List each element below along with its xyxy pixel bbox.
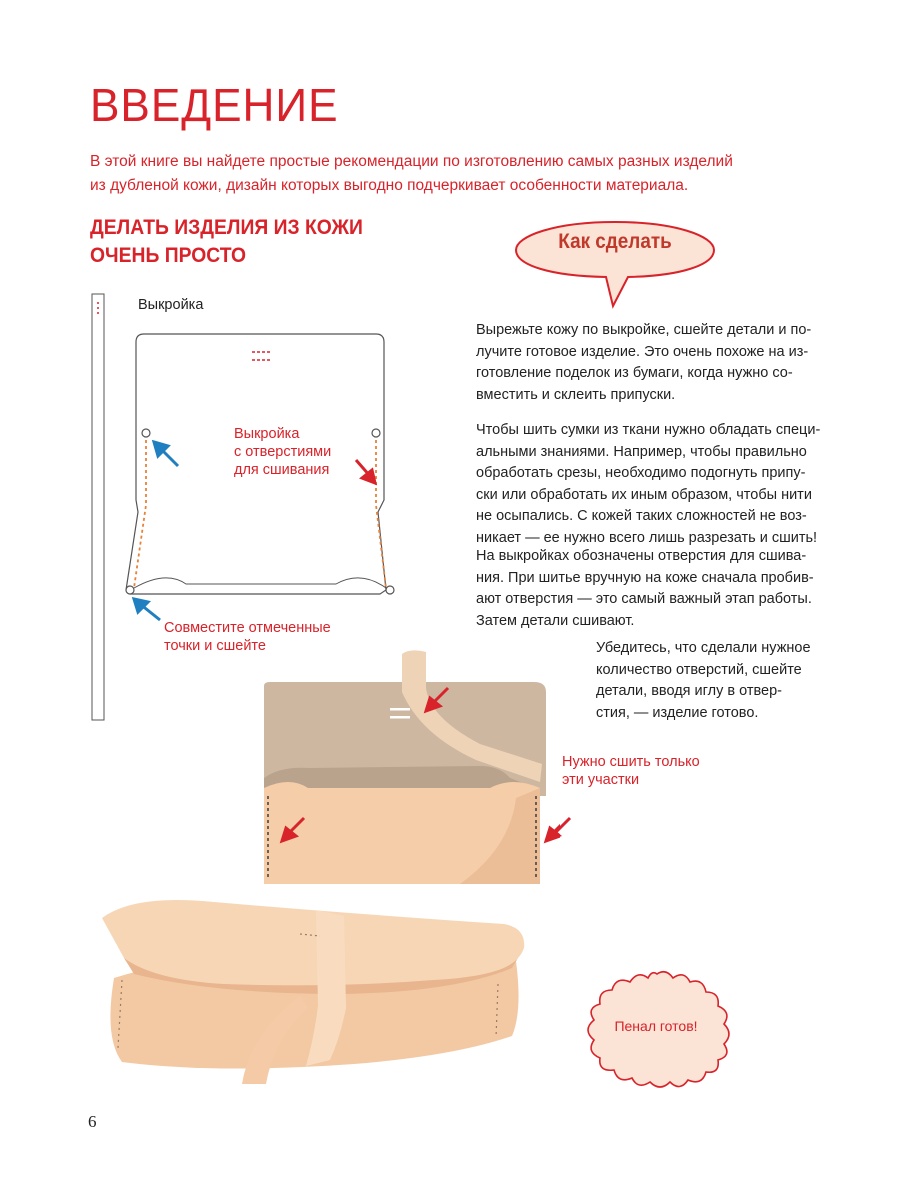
intro-text	[90, 150, 830, 198]
text-block-2	[476, 420, 846, 549]
subtitle-line: ОЧЕНЬ ПРОСТО	[90, 244, 247, 267]
text-line: готовление поделок из бумаги, когда нужно со-	[476, 365, 793, 381]
burst-label: Пенал готов!	[614, 1018, 698, 1034]
pattern-label: Выкройка	[138, 297, 204, 313]
text-line: Убедитесь, что сделали нужное	[596, 640, 811, 656]
section-subtitle	[90, 214, 363, 270]
note-line: для сшивания	[234, 462, 330, 478]
text-line: стия, — изделие готово.	[596, 704, 759, 721]
holes-note	[234, 425, 331, 479]
intro-line: В этой книге вы найдете простые рекомендации по изготовлению самых разных изделий	[90, 153, 733, 170]
text-line: детали, вводя иглу в отвер-	[596, 683, 782, 699]
text-line: ают отверстия — это самый важный этап работы.	[476, 591, 812, 607]
note-line: эти участки	[562, 772, 640, 788]
text-line: Вырежьте кожу по выкройке, сшейте детали и по-	[476, 322, 812, 338]
page-title: ВВЕДЕНИЕ	[90, 79, 339, 131]
note-line: точки и сшейте	[164, 638, 266, 654]
finished-case-photo	[94, 888, 534, 1084]
text-line: не осыпались. С кожей таких сложностей не воз-	[476, 508, 807, 524]
text-block-1	[476, 320, 846, 406]
sew-note	[562, 753, 700, 789]
text-line: Затем детали сшивают.	[476, 612, 635, 629]
page-number: 6	[88, 1112, 97, 1131]
text-line: Чтобы шить сумки из ткани нужно обладать специ-	[476, 422, 821, 438]
note-line: Нужно сшить только	[562, 754, 700, 770]
step-note	[596, 638, 846, 724]
arrow-icon	[540, 812, 580, 848]
text-line: альными знаниями. Например, чтобы правильно	[476, 443, 807, 460]
case-assembly-illustration	[250, 648, 560, 893]
text-line: обработать срезы, необходимо подогнуть припу-	[476, 465, 806, 481]
text-line: ния. При шитье вручную на коже сначала пробив-	[476, 569, 814, 586]
note-line: Совместите отмеченные	[164, 620, 331, 636]
subtitle-line: ДЕЛАТЬ ИЗДЕЛИЯ ИЗ КОЖИ	[90, 216, 363, 239]
note-line: Выкройка	[234, 426, 300, 442]
intro-line: из дубленой кожи, дизайн которых выгодно подчеркивает особенности материала.	[90, 177, 689, 194]
text-line: вместить и склеить припуски.	[476, 386, 676, 403]
text-line: На выкройках обозначены отверстия для сшива-	[476, 548, 807, 564]
note-line: с отверстиями	[234, 444, 332, 460]
text-line: количество отверстий, сшейте	[596, 661, 802, 678]
bubble-label: Как сделать	[558, 230, 672, 253]
text-line: ски или обработать их иным образом, чтобы нити	[476, 486, 812, 503]
text-line: никает — ее нужно всего лишь разрезать и сшить!	[476, 529, 818, 546]
text-line: лучите готовое изделие. Это очень похоже на из-	[476, 343, 809, 360]
text-block-3	[476, 546, 846, 632]
